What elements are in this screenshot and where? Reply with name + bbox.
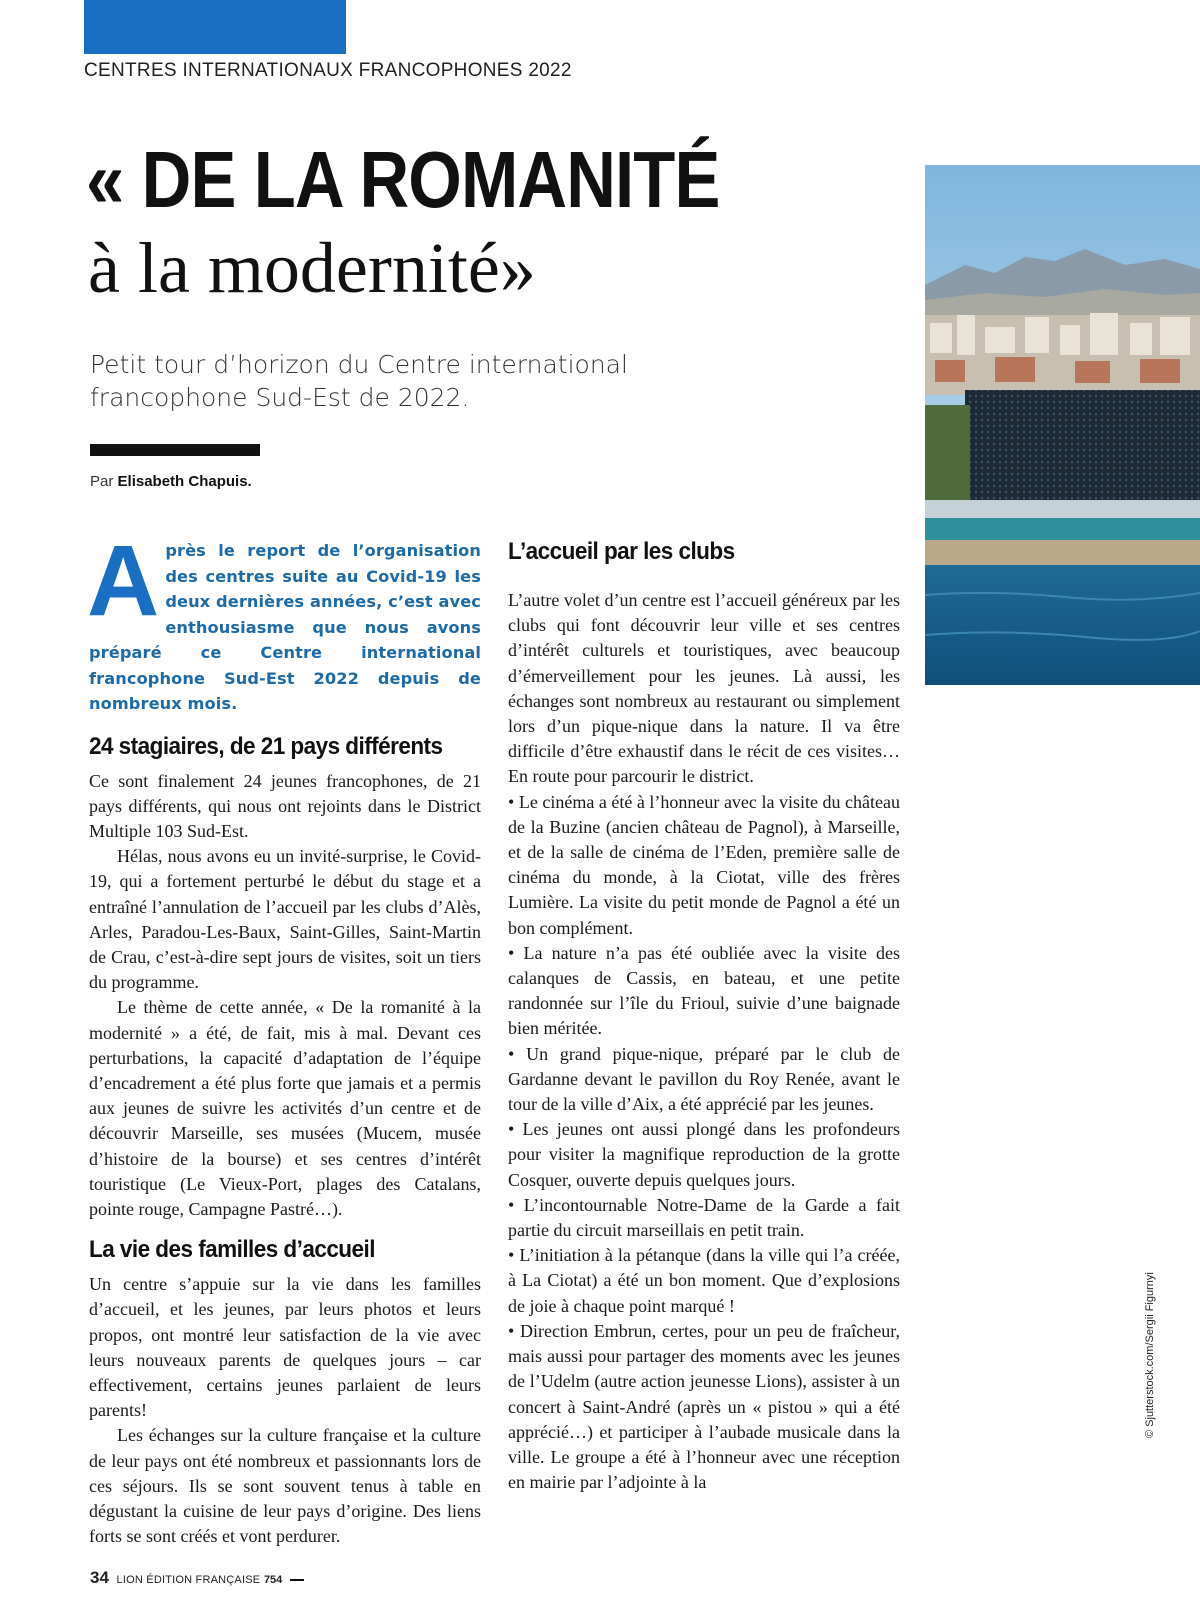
byline-prefix: Par (90, 473, 114, 490)
title-line-1: « DE LA ROMANITÉ (86, 135, 720, 224)
page-footer (90, 1568, 304, 1588)
bullet-paragraph: • Un grand pique-nique, préparé par le club de Gardanne devant le pavillon du Roy Renée, avant le tour de la ville d’Aix, a été apprécié par les jeunes. (508, 1043, 900, 1115)
bullet-paragraph: • Les jeunes ont aussi plongé dans les profondeurs pour visiter la magnifique reproduction de la grotte Cosquer, ouverte depuis quelques jours. (508, 1119, 900, 1190)
bullet-paragraph: • Direction Embrun, certes, pour un peu de fraîcheur, mais aussi pour partager des moments avec les jeunes de l’Udelm (autre action jeunesse Lions), assister à un concert à Saint-André (après un « pistou » qui a été apprécié…) et participer à l’aubade musicale dans la ville. Le groupe a été à l’honneur avec une réception en mairie par l’adjointe à la (508, 1320, 900, 1493)
page-number: 34 (90, 1568, 109, 1587)
lead-paragraph: Petit tour d’horizon du Centre international francophone Sud-Est de 2022. (90, 350, 628, 412)
bullet-paragraph: • La nature n’a pas été oubliée avec la visite des calanques de Cassis, en bateau, et une petite randonnée sur l’île du Frioul, suivie d’une baignade bien méritée. (508, 942, 900, 1039)
section-rubric: CENTRES INTERNATIONAUX FRANCOPHONES 2022 (84, 60, 572, 81)
bullet-paragraph: • L’initiation à la pétanque (dans la ville qui l’a créée, à La Ciotat) a été un bon moment. Que d’explosions de joie à chaque point marqué ! (508, 1245, 900, 1316)
body-paragraph: Hélas, nous avons eu un invité-surprise, le Covid-19, qui a fortement perturbé le début du stage et a entraîné l’annulation de l’accueil par les clubs d’Alès, Arles, Paradou-Les-Baux, Saint-Gilles, Saint-Martin de Crau, c’est-à-dire sept jours de visites, soit un tiers du programme. (89, 846, 481, 993)
right-column (508, 538, 900, 1495)
section-heading-stagiaires: 24 stagiaires, de 21 pays différents (89, 732, 443, 760)
title-rule (90, 444, 260, 456)
intro-text: près le report de l’organisation des centres suite au Covid-19 les deux dernières années, c’est avec enthousiasme que nous avons préparé ce Centre international francophone Sud-Est 2022 depuis de nombreux mois. (89, 541, 481, 713)
byline-author: Elisabeth Chapuis. (117, 473, 252, 490)
body-paragraph: Un centre s’appuie sur la vie dans les familles d’accueil, et les jeunes, par leurs photos et leurs propos, ont montré leur satisfaction de la vie avec leurs nouveaux parents de quelques jours – car effectivement, certains jeunes parlaient de leurs parents! (89, 1274, 481, 1421)
bullet-paragraph: • L’incontournable Notre-Dame de la Garde a fait partie du circuit marseillais en petit train. (508, 1194, 900, 1241)
title-line-2: à la modernité» (88, 228, 536, 308)
body-paragraph: Les échanges sur la culture française et la culture de leur pays ont été nombreux et passionnants lors de ces séjours. Ils se sont souvent tenus à table en dégustant la cuisine de leur pays d’origine. Des liens forts se sont créés et vont perdurer. (89, 1425, 481, 1547)
publication-name: LION ÉDITION FRANÇAISE (116, 1574, 261, 1586)
byline (90, 473, 252, 490)
drop-cap: A (87, 525, 160, 637)
bullet-paragraph: • Le cinéma a été à l’honneur avec la visite du château de la Buzine (ancien château de Pagnol), à Marseille, et de la salle de cinéma de l’Eden, première salle de cinéma du monde, à la Ciotat, ville des frères Lumière. La visite du petit monde de Pagnol a été un bon complément. (508, 791, 900, 938)
marseille-photo (925, 165, 1200, 685)
footer-dash (290, 1579, 304, 1581)
section-heading-familles: La vie des familles d’accueil (89, 1236, 375, 1264)
body-paragraph: Ce sont finalement 24 jeunes francophones, de 21 pays différents, qui nous ont rejoints dans le District Multiple 103 Sud-Est. (89, 770, 481, 841)
photo-credit: © Sjutterstock.com/Sergii Figurnyi (1144, 1272, 1156, 1438)
body-paragraph: L’autre volet d’un centre est l’accueil généreux par les clubs qui font découvrir leur ville et ses centres d’intérêt culturels et touristiques, avec beaucoup d’émerveillement pour les jeunes. Là aussi, les échanges sont nombreux au restaurant ou simplement lors d’un pique-nique dans la nature. Il va être difficile d’être exhaustif dans le récit de ces visites… En route pour parcourir le district. (508, 590, 900, 787)
marseille-photo-illustration (925, 165, 1200, 685)
header-color-bar (84, 0, 346, 54)
left-column (87, 525, 481, 1549)
body-paragraph: Le thème de cette année, « De la romanité à la modernité » a été, de fait, mis à mal. Devant ces perturbations, la capacité d’adaptation de l’équipe d’encadrement a été plus forte que jamais et a permis aux jeunes de suivre les activités d’un centre et de découvrir Marseille, ses musées (Mucem, musée d’histoire de la bourse) et ses centres d’intérêt touristique (Le Vieux-Port, plages des Catalans, pointe rouge, Campagne Pastré…). (89, 997, 481, 1219)
section-heading-clubs: L’accueil par les clubs (508, 538, 735, 565)
intro-paragraph (87, 525, 481, 717)
issue-number: 754 (263, 1574, 283, 1586)
